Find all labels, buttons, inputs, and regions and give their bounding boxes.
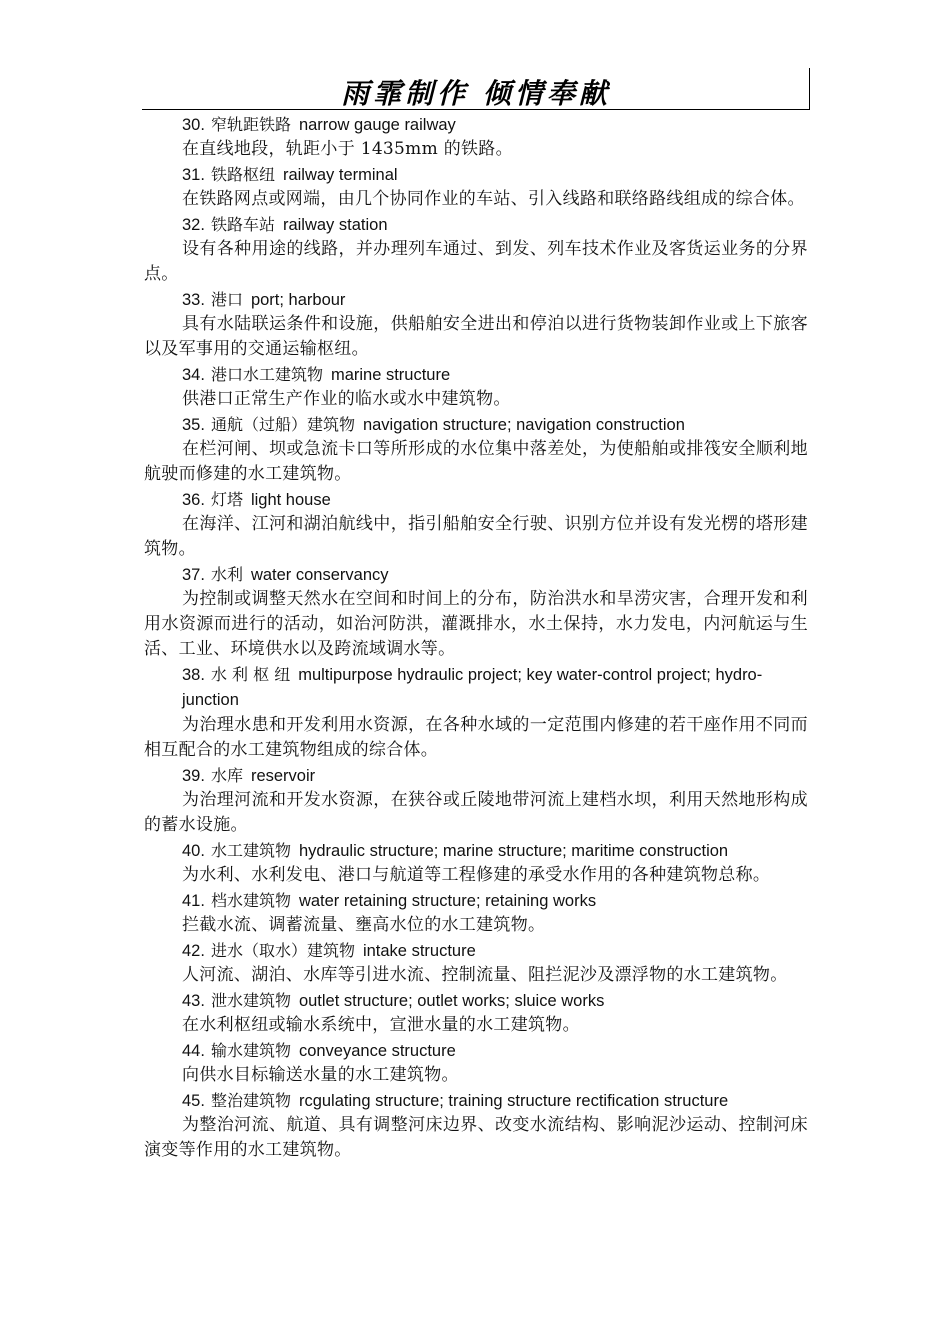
term-line bbox=[144, 162, 808, 187]
term-definition: 在海洋、江河和湖泊航线中，指引船舶安全行驶、识别方位并设有发光楞的塔形建筑物。 bbox=[144, 514, 808, 559]
term-english: navigation structure; navigation construction bbox=[362, 416, 685, 434]
term-chinese: 通航（过船）建筑物 bbox=[210, 415, 355, 434]
glossary-entry bbox=[144, 162, 808, 212]
term-chinese: 铁路枢纽 bbox=[210, 165, 275, 184]
term-line bbox=[144, 287, 808, 312]
term-definition: 拦截水流、调蓄流量、壅高水位的水工建筑物。 bbox=[182, 915, 546, 935]
term-english: water retaining structure; retaining works bbox=[298, 892, 597, 910]
term-definition: 在栏河闸、坝或急流卡口等所形成的水位集中落差处，为使船舶或排筏安全顺利地航驶而修建的水工建筑物。 bbox=[144, 439, 808, 484]
term-line bbox=[144, 362, 808, 387]
term-number: 32. bbox=[182, 216, 205, 234]
term-english: multipurpose hydraulic project; key water-control project; hydro-junction bbox=[182, 666, 763, 709]
term-line bbox=[144, 988, 808, 1013]
term-number: 30. bbox=[182, 116, 205, 134]
term-line bbox=[144, 1038, 808, 1063]
term-chinese: 港口水工建筑物 bbox=[210, 365, 323, 384]
term-chinese: 港口 bbox=[210, 290, 243, 309]
term-number: 35. bbox=[182, 416, 205, 434]
term-english: water conservancy bbox=[250, 566, 389, 584]
term-line bbox=[144, 838, 808, 863]
header-rule bbox=[142, 109, 810, 110]
term-english: light house bbox=[250, 491, 331, 509]
term-number: 39. bbox=[182, 767, 205, 785]
term-line bbox=[144, 888, 808, 913]
term-definition: 向供水目标输送水量的水工建筑物。 bbox=[182, 1065, 459, 1085]
term-line bbox=[144, 1088, 808, 1113]
term-chinese: 进水（取水）建筑物 bbox=[210, 941, 355, 960]
term-number: 43. bbox=[182, 992, 205, 1010]
glossary-entry bbox=[144, 1038, 808, 1088]
term-number: 40. bbox=[182, 842, 205, 860]
term-line bbox=[144, 662, 808, 713]
glossary-entry bbox=[144, 988, 808, 1038]
term-english: port; harbour bbox=[250, 291, 346, 309]
term-definition: 供港口正常生产作业的临水或水中建筑物。 bbox=[182, 389, 511, 409]
term-chinese: 灯塔 bbox=[210, 490, 243, 509]
glossary-entry bbox=[144, 412, 808, 487]
term-english: railway station bbox=[282, 216, 388, 234]
term-definition: 为整治河流、航道、具有调整河床边界、改变水流结构、影响泥沙运动、控制河床演变等作用的水工建筑物。 bbox=[144, 1115, 808, 1160]
term-definition: 在水利枢纽或输水系统中，宣泄水量的水工建筑物。 bbox=[182, 1015, 580, 1035]
term-chinese: 水 利 枢 纽 bbox=[210, 665, 291, 684]
term-definition: 为水利、水利发电、港口与航道等工程修建的承受水作用的各种建筑物总称。 bbox=[182, 865, 771, 885]
term-number: 34. bbox=[182, 366, 205, 384]
term-line bbox=[144, 562, 808, 587]
glossary-entry bbox=[144, 838, 808, 888]
term-english: marine structure bbox=[330, 366, 451, 384]
term-chinese: 输水建筑物 bbox=[210, 1041, 291, 1060]
term-number: 38. bbox=[182, 666, 205, 684]
term-english: intake structure bbox=[362, 942, 476, 960]
term-definition: 设有各种用途的线路，并办理列车通过、到发、列车技术作业及客货运业务的分界点。 bbox=[144, 239, 808, 284]
glossary-entry bbox=[144, 212, 808, 287]
term-definition: 为治理水患和开发利用水资源，在各种水域的一定范围内修建的若干座作用不同而相互配合的水工建筑物组成的综合体。 bbox=[144, 715, 808, 760]
term-number: 37. bbox=[182, 566, 205, 584]
term-line bbox=[144, 938, 808, 963]
term-number: 36. bbox=[182, 491, 205, 509]
term-line bbox=[144, 412, 808, 437]
term-chinese: 水工建筑物 bbox=[210, 841, 291, 860]
term-definition: 人河流、湖泊、水库等引进水流、控制流量、阻拦泥沙及漂浮物的水工建筑物。 bbox=[182, 965, 788, 985]
term-english: conveyance structure bbox=[298, 1042, 456, 1060]
term-number: 31. bbox=[182, 166, 205, 184]
term-english: railway terminal bbox=[282, 166, 398, 184]
glossary-entry bbox=[144, 888, 808, 938]
term-chinese: 铁路车站 bbox=[210, 215, 275, 234]
term-chinese: 档水建筑物 bbox=[210, 891, 291, 910]
glossary-entry bbox=[144, 287, 808, 362]
page-header bbox=[142, 64, 810, 110]
term-number: 33. bbox=[182, 291, 205, 309]
glossary-entry bbox=[144, 362, 808, 412]
term-definition: 为治理河流和开发水资源，在狭谷或丘陵地带河流上建档水坝，利用天然地形构成的蓄水设施。 bbox=[144, 790, 808, 835]
term-number: 42. bbox=[182, 942, 205, 960]
term-definition: 在铁路网点或网端，由几个协同作业的车站、引入线路和联络路线组成的综合体。 bbox=[182, 189, 805, 209]
term-line bbox=[144, 487, 808, 512]
term-definition: 具有水陆联运条件和设施，供船舶安全进出和停泊以进行货物装卸作业或上下旅客以及军事用的交通运输枢纽。 bbox=[144, 314, 808, 359]
term-line bbox=[144, 112, 808, 137]
term-chinese: 窄轨距铁路 bbox=[210, 115, 291, 134]
glossary-content bbox=[144, 112, 808, 1163]
glossary-entry bbox=[144, 763, 808, 838]
glossary-entry bbox=[144, 938, 808, 988]
term-chinese: 整治建筑物 bbox=[210, 1091, 291, 1110]
term-english: outlet structure; outlet works; sluice works bbox=[298, 992, 605, 1010]
glossary-entry bbox=[144, 487, 808, 562]
term-definition: 在直线地段，轨距小于 1435mm 的铁路。 bbox=[182, 139, 513, 159]
header-vertical-rule bbox=[809, 68, 810, 110]
term-chinese: 泄水建筑物 bbox=[210, 991, 291, 1010]
glossary-entry bbox=[144, 1088, 808, 1163]
header-title: 雨霏制作 倾情奉献 bbox=[341, 77, 611, 110]
term-chinese: 水利 bbox=[210, 565, 243, 584]
term-number: 44. bbox=[182, 1042, 205, 1060]
glossary-entry bbox=[144, 662, 808, 763]
term-english: reservoir bbox=[250, 767, 316, 785]
term-chinese: 水库 bbox=[210, 766, 243, 785]
term-definition: 为控制或调整天然水在空间和时间上的分布，防治洪水和旱涝灾害，合理开发和利用水资源而进行的活动，如治河防洪，灌溉排水，水土保持，水力发电，内河航运与生活、工业、环境供水以及跨流域调水等。 bbox=[144, 589, 808, 659]
term-number: 41. bbox=[182, 892, 205, 910]
glossary-entry bbox=[144, 562, 808, 662]
term-english: rcgulating structure; training structure rectification structure bbox=[298, 1092, 729, 1110]
glossary-entry bbox=[144, 112, 808, 162]
term-english: narrow gauge railway bbox=[298, 116, 456, 134]
term-number: 45. bbox=[182, 1092, 205, 1110]
term-line bbox=[144, 763, 808, 788]
term-line bbox=[144, 212, 808, 237]
term-english: hydraulic structure; marine structure; maritime construction bbox=[298, 842, 729, 860]
